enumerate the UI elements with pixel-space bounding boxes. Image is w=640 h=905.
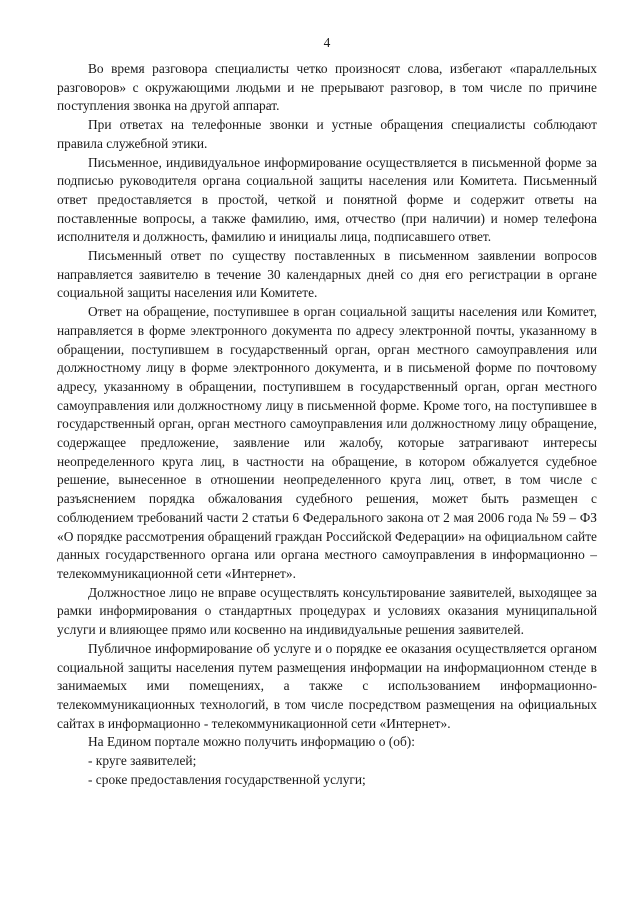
paragraph-public-informing: Публичное информирование об услуге и о порядке ее оказания осуществляется органом социальной защиты населения путем размещения информации на информационном стенде в занимаемых ими помещениях, а также с использованием информационно-телекоммуникационных технологий, в том числе посредством размещения на официальных сайтах в информационно - телекоммуникационной сети «Интернет». — [57, 640, 597, 731]
paragraph-conversation-rules: Во время разговора специалисты четко произносят слова, избегают «параллельных разговоров» с окружающими людьми и не прерывают разговор, в том числе по причине поступления звонка на другой аппарат. — [57, 61, 597, 114]
list-item-service-term: - сроке предоставления государственной услуги; — [88, 771, 366, 787]
paragraph-official-limits: Должностное лицо не вправе осуществлять консультирование заявителей, выходящее за рамки информирования о стандартных процедурах и условиях оказания муниципальной услуги и влияющее прямо или косвенно на индивидуальные решения заявителей. — [57, 584, 597, 638]
page-number: 4 — [323, 35, 331, 50]
paragraph-written-response-deadline: Письменный ответ по существу поставленных в письменном заявлении вопросов направляется заявителю в течение 30 календарных дней со дня его регистрации в органе социальной защиты населения или Комитете. — [57, 248, 597, 301]
paragraph-response-delivery: Ответ на обращение, поступившее в орган социальной защиты населения или Комитет, направляется в форме электронного документа по адресу электронной почты, указанному в обращении, поступившем в государственный орган, орган местного самоуправления или должностному лицу в форме электронного документа, и в письменой форме по почтовому адресу, указанному в обращении, поступившем в государственный орган, орган местного самоуправления или должностному лицу в письменной форме. Кроме того, на поступившее в государственный орган, орган местного самоуправления или должностному лицу обращение, содержащее предложение, заявление или жалобу, которые затрагивают интересы неопределенного круга лиц, в частности на обращение, в котором обжалуется судебное решение, вынесенное в отношении неопределенного круга лиц, ответ, в том числе с разъяснением порядка обжалования судебного решения, может быть размещен с соблюдением требований части 2 статьи 6 Федерального закона от 2 мая 2006 года № 59 – ФЗ «О порядке рассмотрения обращений граждан Российской Федерации» на официальном сайте данных государственного органа или органа местного самоуправления в информационно – телекоммуникационной сети «Интернет». — [57, 304, 597, 581]
paragraph-service-ethics: При ответах на телефонные звонки и устные обращения специалисты соблюдают правила служебной этики. — [57, 117, 597, 151]
document-page — [57, 36, 597, 789]
paragraph-written-informing: Письменное, индивидуальное информирование осуществляется в письменной форме за подписью руководителя органа социальной защиты населения или Комитета. Письменный ответ предоставляется в простой, четкой и понятной форме и содержит ответы на поставленные вопросы, а также фамилию, имя, отчество (при наличии) и номер телефона исполнителя и должность, фамилию и инициалы лица, подписавшего ответ. — [57, 154, 597, 245]
paragraph-unified-portal: На Едином портале можно получить информацию о (об): — [88, 734, 415, 750]
list-item-applicants: - круге заявителей; — [88, 753, 197, 769]
